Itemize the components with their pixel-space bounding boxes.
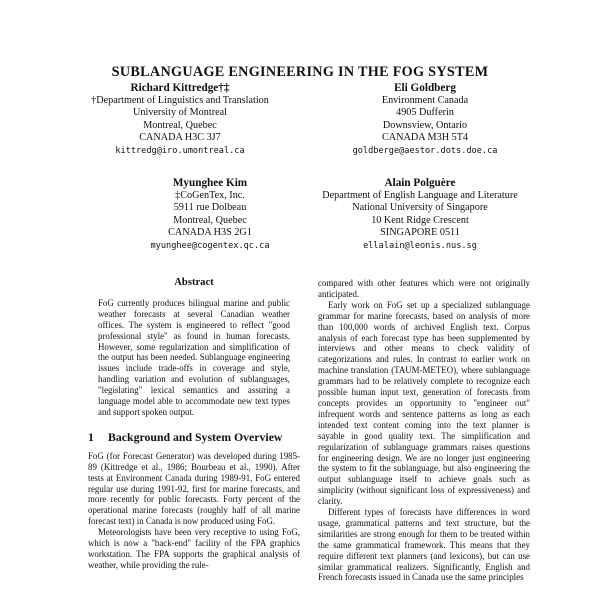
left-column (88, 278, 300, 571)
right-column (318, 278, 530, 583)
author-email: myunghee@cogentex.qc.ca (150, 240, 270, 251)
author-block-1 (80, 82, 280, 157)
author-email: goldberge@aestor.dots.doe.ca (352, 145, 498, 156)
body-paragraph: Different types of forecasts have differences in word usage, grammatical patterns and text structure, but the similarities are strong enough for them to be treated within the same grammatical framework. This means that they require different text planners (and lexicons), but can use similar grammatical realizers. Significantly, English and French forecasts issued in Canada use the same principles (318, 507, 530, 583)
author-affiliation: Department of English Language and Literature (322, 190, 518, 201)
author-postal: CANADA M3H 5T4 (381, 132, 469, 144)
author-affiliation: †Department of Linguistics and Translation (91, 95, 269, 106)
author-block-4 (300, 177, 540, 252)
author-institution: University of Montreal (133, 107, 227, 119)
paper-title: SUBLANGUAGE ENGINEERING IN THE FOG SYSTEM (111, 64, 489, 80)
author-block-2 (330, 82, 520, 157)
author-block-3 (120, 177, 300, 252)
author-name: Richard Kittredge†‡ (130, 82, 230, 94)
body-paragraph: Early work on FoG set up a specialized sublanguage grammar for marine forecasts, based on analysis of more than 100,000 words of archived English text. Corpus analysis of each forecast type has been supplemented by interviews and other means to check validity of categorizations and rules. In contrast to earlier work on machine translation (TAUM-METEO), where sublanguage grammars had to be relatively complete to recognize each possible human input text, generation of forecasts from concepts provides an opportunity to "engineer out" infrequent words and sentence patterns as long as each intended text content coming into the text planner is sayable in good quality text. The simplification and regularization of sublanguage grammars raises questions for engineering design. We are no longer just engineering the system to fit the sublanguage, but also engineering the output sublanguage itself to achieve goals such as simplicity (without significant loss of expressiveness) and clarity. (318, 299, 530, 507)
author-city: Montreal, Quebec (143, 119, 217, 131)
author-address: 4905 Dufferin (396, 107, 454, 119)
author-name: Alain Polguère (384, 177, 456, 189)
body-paragraph: compared with other features which were not originally anticipated. (318, 278, 530, 299)
author-city: Montreal, Quebec (173, 214, 247, 226)
body-paragraph: Meteorologists have been very receptive to using FoG, which is now a "back-end" facility of the FPA graphics workstation. The FPA supports the graphical analysis of weather, while providing the rule- (88, 527, 300, 570)
author-email: ellalain@leonis.nus.sg (363, 240, 477, 251)
author-name: Myunghee Kim (172, 177, 248, 189)
section-number: 1 (88, 429, 94, 444)
author-postal: CANADA H3C 3J7 (139, 132, 221, 144)
section-title: Background and System Overview (108, 429, 283, 444)
author-city: Downsview, Ontario (382, 119, 468, 131)
author-address: 10 Kent Ridge Crescent (371, 214, 469, 226)
abstract-heading: Abstract (174, 277, 214, 288)
abstract-text: FoG currently produces bilingual marine and public weather forecasts at several Canadian weather offices. The system is engineered to reflect "good professional style" as found in human forecasts. However, some regularization and simplification of the output has been needed. Sublanguage engineering issues include trade-offs in coverage and style, handling variation and evolution of sublanguages, "legislating" lexical semantics and assuring a language model able to accommodate new text types and support spoken output. (98, 297, 290, 417)
section-heading (88, 429, 300, 444)
author-address: 5911 rue Dolbeau (173, 202, 247, 214)
author-affiliation: Environment Canada (381, 95, 469, 106)
author-affiliation: ‡CoGenTex, Inc. (175, 190, 245, 201)
body-paragraph: FoG (for Forecast Generator) was developed during 1985-89 (Kittredge et al., 1986; Bourbeau et al., 1990). After tests at Environment Canada during 1989-91, FoG entered regular use during 1991-92, first for marine forecasts, and more recently for public forecasts. Forty percent of the operational marine forecasts (roughly half of all marine forecast text) in Canada is now produced using FoG. (88, 450, 300, 527)
author-postal: SINGAPORE 0511 (380, 227, 460, 239)
author-postal: CANADA H3S 2G1 (168, 227, 252, 239)
author-email: kittredg@iro.umontreal.ca (115, 145, 245, 156)
author-name: Eli Goldberg (394, 82, 456, 94)
author-institution: National University of Singapore (352, 202, 488, 214)
